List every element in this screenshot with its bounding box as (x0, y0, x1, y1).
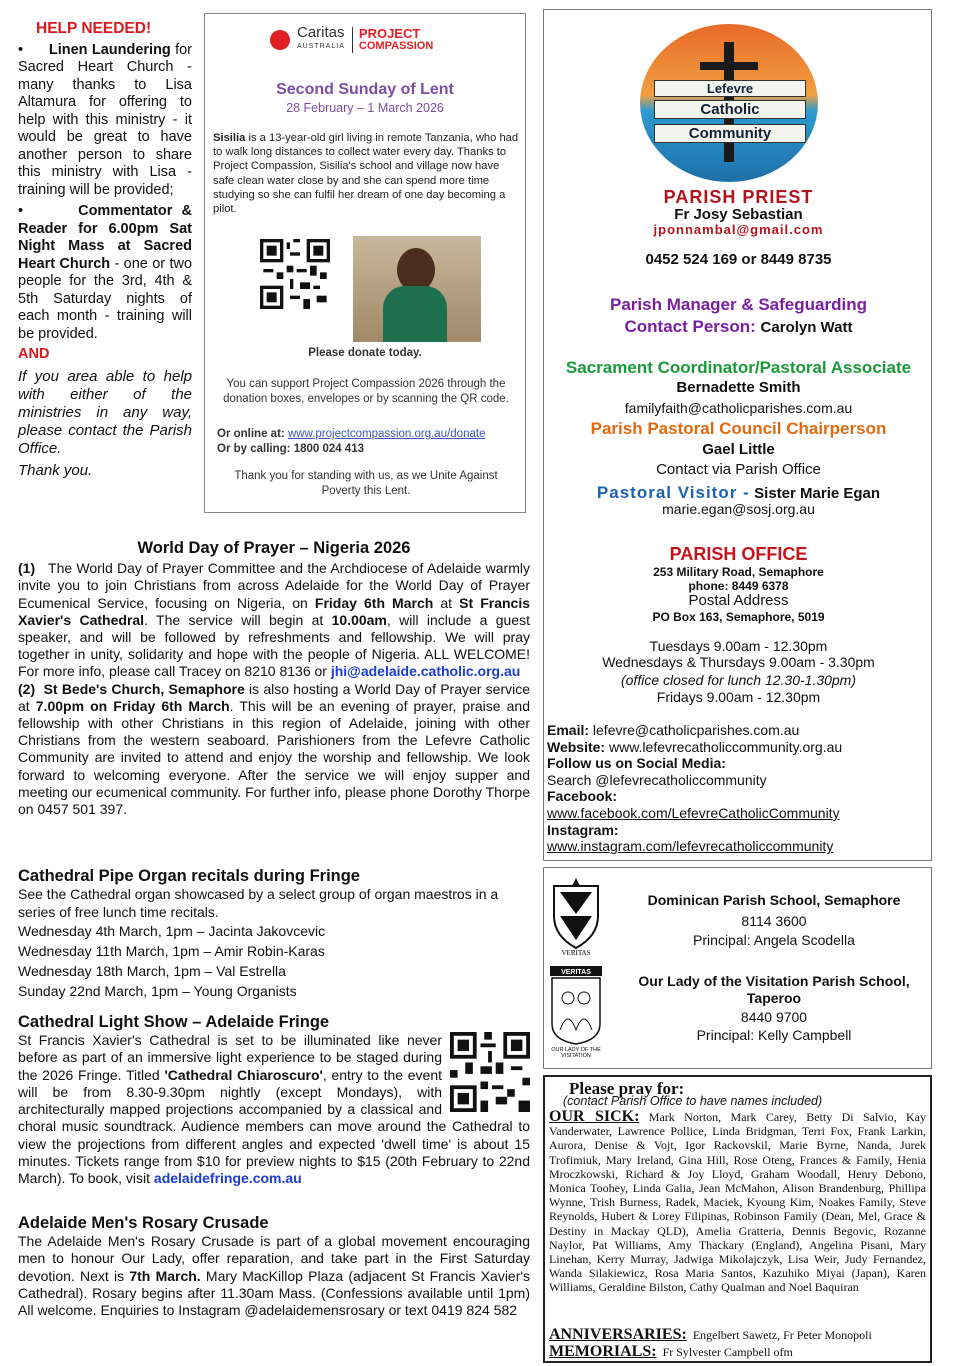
manager-name: Carolyn Watt (760, 319, 853, 336)
help-title: HELP NEEDED! (36, 20, 152, 37)
rosary-title: Adelaide Men's Rosary Crusade (18, 1214, 269, 1232)
caritas-donate-link[interactable]: www.projectcompassion.org.au/donate (287, 428, 486, 440)
light-show (18, 1012, 530, 1188)
caritas-sunday: Second Sunday of Lent (276, 81, 454, 98)
office-hours-tue: Tuesdays 9.00am - 12.30pm (649, 638, 828, 654)
help-and: AND (18, 346, 50, 362)
project-compassion-poster (204, 13, 526, 513)
recital-item: Sunday 22nd March, 1pm – Young Organists (18, 983, 297, 999)
council-title: Parish Pastoral Council Chairperson (590, 419, 887, 438)
dominican-crest-icon (550, 876, 602, 956)
svg-text:VERITAS: VERITAS (561, 969, 591, 976)
caritas-support: You can support Project Compassion 2026 through the donation boxes, envelopes or by scanning the QR code. (223, 378, 509, 405)
help-closing: If you area able to help with either of the ministries in any way, please contact the Parish Office. (18, 367, 192, 457)
organ-intro: See the Cathedral organ showcased by a select group of organ maestros in a series of free lunch time recitals. (18, 886, 499, 920)
visitor-title: Pastoral Visitor - (596, 483, 750, 502)
memorials: MEMORIALS: Fr Sylvester Campbell ofm (549, 1343, 793, 1360)
priest-title: PARISH PRIEST (663, 187, 814, 207)
wdp-title: World Day of Prayer – Nigeria 2026 (137, 539, 411, 557)
organ-recitals (18, 866, 530, 1001)
school2-name: Our Lady of the Visitation Parish School, Taperoo (638, 973, 910, 1006)
office-email-link[interactable]: lefevre@catholicparishes.com.au (592, 722, 800, 738)
light-text: St Francis Xavier's Cathedral is set to be illuminated like never before as part of an immersive light experience to be staged during the 2026 Fringe. Titled 'Cathedral Chiaroscuro', entry to the event will be from 8.30-9.30pm nightly (except Mondays), with architecturally mapped projections accompanied by a classical and choral music soundtrack. Audience members can move around the Cathedral to view the projections from different angles and expected 'dwell time' is about 15 minutes. Tickets range from $10 for preview nights to $15 (20th February to 22nd March). To book, visit adelaidefringe.com.au (18, 1032, 530, 1187)
caritas-phone: 1800 024 413 (293, 443, 365, 455)
social-search: Search @lefevrecatholiccommunity (547, 771, 767, 788)
help-thanks: Thank you. (18, 461, 93, 479)
crest2-caption: OUR LADY OF THE VISITATION (551, 1047, 601, 1059)
sacrament-name: Bernadette Smith (676, 379, 801, 396)
recital-item: Wednesday 4th March, 1pm – Jacinta Jakovcevic (18, 923, 326, 939)
council-name: Gael Little (702, 441, 775, 458)
sick-list: OUR SICK: Mark Norton, Mark Carey, Betty Di Salvio, Kay Vanderwater, Lawrence Pollice, Linda Bridgman, Terri Fox, Frank Larkin, Aurora, Denise & Vojt, Igor Rackovskil, Marie Byrne, Nanda, Jurek Trofimiuk, Mary Ireland, Gina Hill, Rose Oteng, Frances & Family, Henia Mroczkowski, Richard & Joy Lloyd, Graham Woodall, Henry Debono, Monica Toohey, Linda Galia, Jean McMahon, Alison Brandenburg, Phillipa Wynne, Trish Burness, Radek, Maciek, Kyoung Kim, Noakes Family, Steve Reynolds, Hubert & Lorey Filipinas, Robinson Family (Dean, Mel, Grace & Destiny in Mackay QLD), Amelia Gratteria, Dennis Begovic, Rozanne Naylor, Pat Williams, Amy Thackary (England), Angelina Pisani, Mary Linehan, Kerry Murray, Jadwiga Mikolajczyk, Lisa Weir, Judy Fernandez, Wanda Silakiewicz, Rosa Maria Santos, Kazuhiko Miyai (Japan), Karen Williams, Geraldine Bilston, Cathy Qualman and Noel Baquiran (549, 1108, 927, 1295)
sacrament-email[interactable]: familyfaith@catholicparishes.com.au (624, 400, 853, 416)
office-lunch: (office closed for lunch 12.30-1.30pm) (620, 672, 856, 688)
caritas-story: Sisilia is a 13-year-old girl living in remote Tanzania, who had to walk long distances to collect water every day. Thanks to Project Compassion, Sisilia's school and village now have safe clean water close by and she can spend more time studying so she can fulfil her dream of one day becoming a pilot. (213, 132, 519, 216)
caritas-brand-sub: AUSTRALIA (297, 43, 345, 50)
visitation-crest-icon (548, 964, 604, 1056)
office-hours-fri: Fridays 9.00am - 12.30pm (656, 689, 821, 705)
manager-title2: Contact Person: (624, 317, 756, 336)
instagram-link[interactable]: www.instagram.com/lefevrecatholiccommunity (547, 838, 834, 855)
help-item2-text: - one or two people for the 3rd, 4th & 5th Saturday nights of each month - training will be provided. (18, 255, 193, 342)
fringe-link[interactable]: adelaidefringe.com.au (153, 1170, 302, 1187)
wdp-email-link[interactable]: jhi@adelaide.catholic.org.au (330, 663, 521, 680)
council-contact: Contact via Parish Office (656, 461, 821, 478)
organ-title: Cathedral Pipe Organ recitals during Fringe (18, 867, 360, 885)
school1-name: Dominican Parish School, Semaphore (647, 892, 901, 908)
svg-text:VERITAS: VERITAS (561, 949, 591, 956)
compassion-label: COMPASSION (358, 40, 434, 52)
office-address: 253 Military Road, Semaphore (653, 565, 824, 579)
school2-principal: Principal: Kelly Campbell (696, 1027, 852, 1043)
light-title: Cathedral Light Show – Adelaide Fringe (18, 1013, 330, 1031)
facebook-link[interactable]: www.facebook.com/LefevreCatholicCommunity (547, 804, 840, 821)
qr-code-icon[interactable] (260, 239, 330, 309)
priest-name: Fr Josy Sebastian (674, 206, 803, 223)
help-item2-title: Commentator & Reader for 6.00pm Sat Night Mass at Sacred Heart Church (18, 203, 192, 272)
prayer-list-box (543, 1075, 932, 1363)
caritas-dates: 28 February – 1 March 2026 (286, 101, 444, 115)
visitor-email[interactable]: marie.egan@sosj.org.au (662, 501, 815, 517)
help-item1-title: Linen Laundering (48, 41, 171, 58)
pray-title: Please pray for: (569, 1079, 685, 1098)
girl-photo (353, 236, 481, 342)
office-hours-wed-thu: Wednesdays & Thursdays 9.00am - 3.30pm (602, 654, 875, 670)
help-item-linen: • Linen Laundering for Sacred Heart Church - many thanks to Lisa Altamura for offering to help with this ministry - it would be great to have another person to share this ministry with Lisa - training will be provided; (18, 41, 193, 198)
wdp-para1: (1) The World Day of Prayer Committee and the Archdiocese of Adelaide warmly invite you to join Christians from across Adelaide for the World Day of Prayer Ecumenical Service, focusing on Nigeria, on Friday 6th March at St Francis Xavier's Cathedral. The service will begin at 10.00am, will include a guest speaker, and will be followed by refreshments and fellowship. We will pray together in unity, solidarity and hope with the people of Nigeria. ALL WELCOME! For more info, please call Tracey on 8210 8136 or jhi@adelaide.catholic.org.au (18, 560, 531, 680)
office-title: PARISH OFFICE (669, 544, 808, 564)
caritas-logo-icon (270, 30, 290, 50)
pray-sub: (contact Parish Office to have names included) (563, 1094, 823, 1108)
help-needed-notice (18, 20, 192, 480)
qr-code-icon[interactable] (450, 1032, 530, 1112)
schools-box (543, 867, 932, 1069)
sacrament-title: Sacrament Coordinator/Pastoral Associate (565, 358, 912, 377)
rosary-crusade (18, 1213, 530, 1319)
school1-phone: 8114 3600 (741, 913, 807, 929)
help-item1-text: for Sacred Heart Church - many thanks to Lisa Altamura for offering to help with this ministry - it would be great to have another person to share this ministry with Lisa - training will be provided; (18, 41, 193, 198)
help-item-commentator: • Commentator & Reader for 6.00pm Sat Night Mass at Sacred Heart Church - one or two people for the 3rd, 4th & 5th Saturday nights of each month - training will be provided. (18, 203, 193, 342)
office-phone: phone: 8449 6378 (688, 579, 789, 593)
parish-info-box (543, 9, 932, 861)
project-label: PROJECT (358, 26, 421, 41)
world-day-of-prayer (18, 540, 530, 818)
priest-email[interactable]: jponnambal@gmail.com (653, 222, 824, 237)
rosary-text: The Adelaide Men's Rosary Crusade is part of a global movement encouraging men to honour Our Lady, offer reparation, and take part in the First Saturday devotion. Next is 7th March. Mary MacKillop Plaza (adjacent St Francis Xavier's Cathedral). Rosary begins after 11.30am Mass. (Confessions available until 1pm) All welcome. Enquiries to Instagram @adelaidemensrosary or text 0419 824 582 (18, 1233, 531, 1319)
recital-item: Wednesday 11th March, 1pm – Amir Robin-Karas (18, 943, 325, 959)
manager-title: Parish Manager & Safeguarding (610, 295, 867, 314)
caritas-online: Or online at: www.projectcompassion.org.au/donate Or by calling: 1800 024 413 (217, 428, 486, 455)
caritas-thank: Thank you for standing with us, as we Unite Against Poverty this Lent. (234, 470, 498, 497)
caritas-header (270, 26, 433, 54)
website-link[interactable]: www.lefevrecatholiccommunity.org.au (608, 738, 843, 755)
school2-phone: 8440 9700 (740, 1009, 808, 1025)
caritas-donate: Please donate today. (308, 347, 422, 359)
wdp-para2: (2) St Bede's Church, Semaphore is also hosting a World Day of Prayer service at 7.00pm on Friday 6th March. This will be an evening of prayer, praise and fellowship with other Christians in this region of Adelaide, joining with other Christians from the western seaboard. Parishioners from the Lefevre Catholic Community are invited to attend and enjoy the worship and fellowship. We look forward to welcoming everyone. After the service we will enjoy supper and meeting our ecumenical community. For further info, please phone Dorothy Thorpe on 0457 501 397. (18, 680, 531, 818)
caritas-brand: Caritas (297, 24, 345, 41)
lefevre-logo: Lefevre Catholic Community (640, 24, 818, 182)
school1-principal: Principal: Angela Scodella (693, 932, 855, 948)
recital-item: Wednesday 18th March, 1pm – Val Estrella (18, 963, 286, 979)
postal-box: PO Box 163, Semaphore, 5019 (652, 610, 825, 624)
priest-phone: 0452 524 169 or 8449 8735 (645, 251, 832, 268)
contact-links: Email: lefevre@catholicparishes.com.au Website: www.lefevrecatholiccommunity.org.au Follow us on Social Media: Search @lefevrecatholiccommunity Facebook: www.facebook.com/LefevreCatholicCommunity Instagram: www.instagram.com/lefevrecatholiccommunity (547, 722, 843, 855)
postal-label: Postal Address (688, 592, 789, 609)
anniversaries: ANNIVERSARIES: Engelbert Sawetz, Fr Peter Monopoli (549, 1326, 872, 1343)
visitor-name: Sister Marie Egan (754, 485, 881, 502)
